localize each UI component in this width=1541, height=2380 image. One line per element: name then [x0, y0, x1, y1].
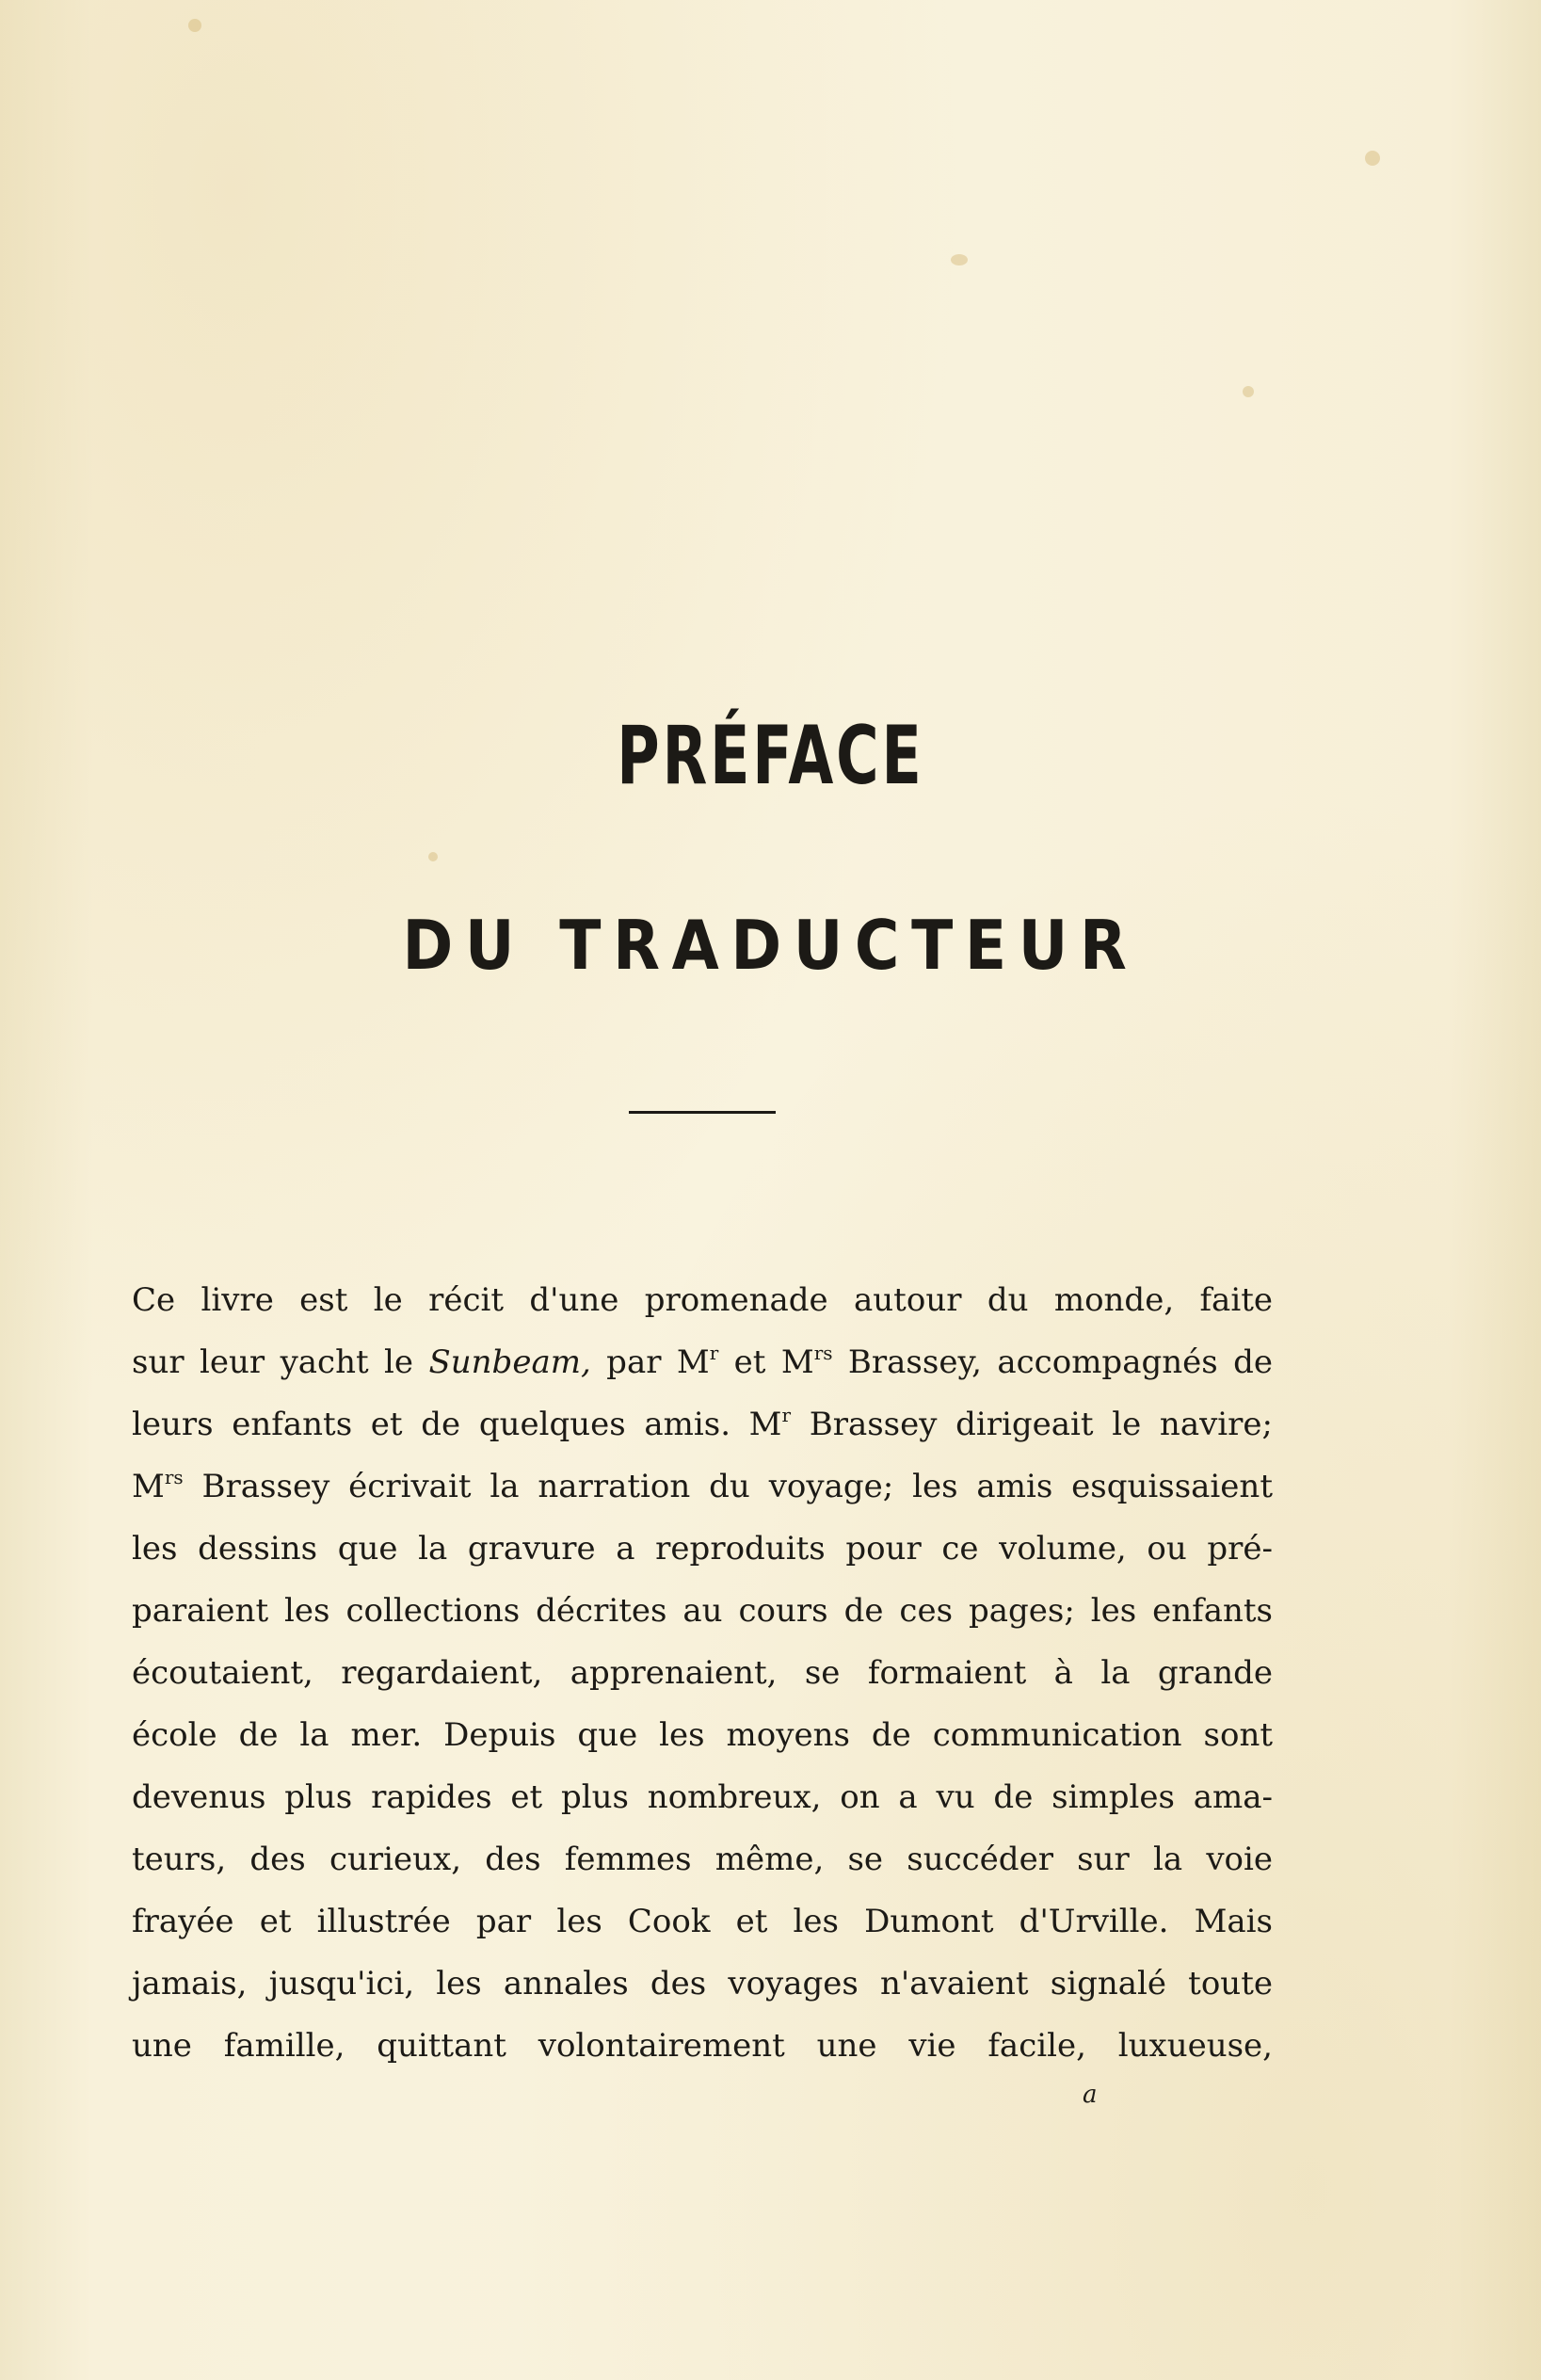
text-line: école de la mer. Depuis que les moyens de communication sont [132, 1716, 1273, 1754]
text-line: une famille, quittant volontairement une vie facile, luxueuse, [132, 2027, 1273, 2065]
text-line: Ce livre est le récit d'une promenade autour du monde, faite [132, 1281, 1273, 1319]
superscript: rs [813, 1342, 833, 1364]
superscript: r [709, 1342, 719, 1364]
text-line: teurs, des curieux, des femmes même, se succéder sur la voie [132, 1841, 1273, 1878]
text-line: les dessins que la gravure a reproduits pour ce volume, ou pré- [132, 1530, 1273, 1568]
text-fragment: sur leur yacht le [132, 1343, 429, 1381]
text-line [132, 1455, 1273, 1518]
paper-speck [951, 254, 968, 265]
text-fragment: et M [718, 1343, 814, 1381]
signature-mark: a [1083, 2081, 1098, 2109]
text-line: devenus plus rapides et plus nombreux, on a vu de simples ama- [132, 1778, 1273, 1816]
text-line: jamais, jusqu'ici, les annales des voyages n'avaient signalé toute [132, 1965, 1273, 2002]
superscript: rs [164, 1466, 184, 1488]
text-line: frayée et illustrée par les Cook et les Dumont d'Urville. Mais [132, 1903, 1273, 1940]
page-subtitle: DU TRADUCTEUR [402, 906, 1139, 985]
preface-body [132, 1269, 1273, 2077]
superscript: r [781, 1404, 792, 1426]
text-fragment: M [132, 1468, 165, 1505]
text-fragment: Brassey dirigeait le navire; [791, 1406, 1273, 1443]
text-line [132, 1393, 1273, 1455]
text-fragment: par M [590, 1343, 710, 1381]
paper-speck [428, 852, 438, 861]
paper-speck [1243, 386, 1254, 397]
text-line: paraient les collections décrites au cours de ces pages; les enfants [132, 1592, 1273, 1630]
ship-name: Sunbeam, [428, 1343, 591, 1381]
text-line [132, 1331, 1273, 1393]
title-divider [629, 1111, 776, 1114]
text-fragment: leurs enfants et de quelques amis. M [132, 1406, 782, 1443]
text-fragment: Brassey écrivait la narration du voyage; les amis esquissaient [183, 1468, 1273, 1505]
paper-speck [188, 19, 201, 32]
text-fragment: Brassey, accompagnés de [832, 1343, 1273, 1381]
paper-speck [1365, 151, 1380, 166]
text-line: écoutaient, regardaient, apprenaient, se formaient à la grande [132, 1654, 1273, 1692]
page-title: PRÉFACE [617, 709, 924, 803]
